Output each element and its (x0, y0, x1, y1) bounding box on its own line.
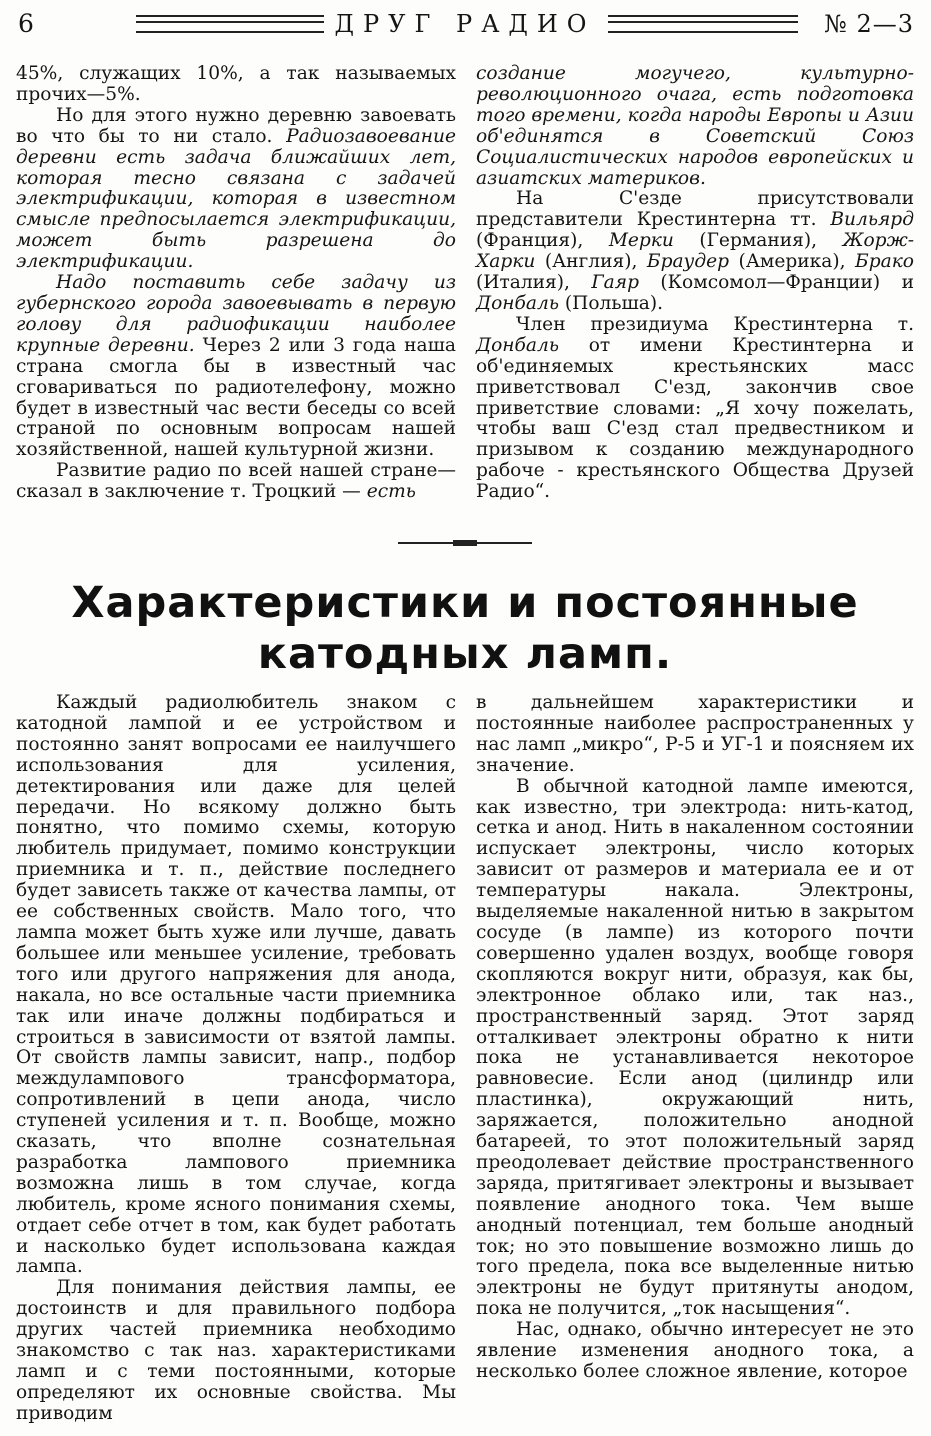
divider-mark (453, 540, 477, 546)
italic-text: есть (366, 481, 416, 503)
top-column-left (16, 64, 456, 503)
journal-title: ДРУГ РАДИО (334, 10, 596, 38)
italic-text: создание могучего, культурно-революционного очага, есть подготовка того времени, когда народы Европы и Азии об'единятся в Советский Союз Социалистических народов европейских и азиатских материков. (476, 63, 914, 189)
paragraph: Но для этого нужно деревню завоевать во что бы то ни стало. Радиозавоевание деревни есть задача ближайших лет, которая тесно связана с задачей электрификации, которая в известном смысле предпосылается электрификации, может быть разрешена до электрификации. (16, 104, 456, 273)
issue-number: № 2—3 (824, 10, 914, 38)
italic-text: Донбаль (476, 334, 559, 356)
article-title-line-2: катодных ламп. (257, 629, 673, 679)
italic-text: Вильярд (830, 209, 914, 231)
paragraph (476, 64, 914, 189)
article-column-left (16, 693, 456, 1425)
paragraph: Каждый радиолюбитель знаком с катодной лампой и ее устройством и постоянно занят вопросами ее наилучшего использования для усиления, детектирования или даже для целей передачи. Но всякому должно быть понятно, что помимо схемы, которую любитель придумает, помимо конструкции приемника и т. п., действие последнего будет зависеть также от качества лампы, от ее собственных свойств. Мало того, что лампа может быть хуже или лучше, давать большее или меньшее усиление, требовать того или другого напряжения для анода, накала, но все остальные части приемника так или иначе должны подбираться и строиться в зависимости от взятой лампы. От свойств лампы зависит, напр., подбор междулампового трансформатора, сопротивлений в цепи анода, число ступеней усиления и т. п. Вообще, можно сказать, что вполне сознательная разработка лампового приемника возможна лишь в том случае, когда любитель, кроме ясного понимания схемы, отдает себе отчет в том, как будет работать и насколько будет использована каждая лампа. (16, 692, 456, 1278)
article-title-line-1: Характеристики и постоянные (71, 578, 859, 628)
italic-text: Браудер (646, 251, 730, 273)
paragraph: Член президиума Крестинтерна т. Донбаль от имени Крестинтерна и об'единяемых крестьянских масс приветствовал С'езд, закончив свое приветствие словами: „Я хочу пожелать, чтобы ваш С'езд стал предвестником и призывом к созданию международного рабоче - крестьянского Общества Друзей Радио“. (476, 313, 914, 503)
section-divider (398, 540, 532, 546)
paragraph: Надо поставить себе задачу из губернского города завоевывать в первую голову для радиофикации наиболее крупные деревни. Через 2 или 3 года наша страна смогла бы в известный час сговариваться по радиотелефону, можно будет в известный час вести беседы со всей страной по основным вопросам нашей хозяйственной, нашей культурной жизни. (16, 272, 456, 461)
top-column-right (476, 64, 914, 503)
paragraph: В обычной катодной лампе имеются, как известно, три электрода: нить-катод, сетка и анод. Нить в накаленном состоянии испускает электроны, число которых зависит от размеров и материала ее и от температуры накала. Электроны, выделяемые накаленной нитью в закрытом сосуде (в лампе) из которого почти совершенно удален воздух, вообще говоря скопляются вокруг нити, образуя, как бы, электронное облако или, так наз., пространственный заряд. Этот заряд отталкивает электроны обратно к нити пока не устанавливается некоторое равновесие. Если анод (цилиндр или пластинка), окружающий нить, заряжается, положительно анодной батареей, то этот положительный заряд преодолевает действие пространственного заряда, притягивает электроны и вызывает появление анодного тока. Чем выше анодный потенциал, тем больше анодный ток; но это повышение возможно лишь до того предела, пока все выделенные нитью электроны не будут притянуты анодом, пока не получится, „ток насыщения“. (476, 775, 914, 1320)
paragraph: в дальнейшем характеристики и постоянные наиболее распространенных у нас ламп „микро“, Р-5 и УГ-1 и поясняем их значение. (476, 692, 914, 776)
italic-text: Гаяр (591, 272, 639, 294)
header-rule-right (608, 15, 798, 33)
italic-text: Донбаль (476, 292, 559, 314)
italic-text: Радиозавоевание деревни есть задача ближайших лет, которая тесно связана с задачей электрификации, которая в известном смысле предпосылается электрификации, может быть разрешена до электрификации. (16, 125, 456, 273)
paragraph: Развитие радио по всей нашей стране—сказал в заключение т. Троцкий — есть (16, 460, 456, 503)
italic-text: Брако (855, 251, 914, 273)
paragraph: На С'езде присутствовали представители Крестинтерна тт. Вильярд (Франция), Мерки (Германия), Жорж-Харки (Англия), Браудер (Америка), Брако (Италия), Гаяр (Комсомол—Франции) и Донбаль (Польша). (476, 188, 914, 314)
italic-text: Мерки (608, 230, 674, 252)
running-header (16, 8, 914, 42)
paragraph: Нас, однако, обычно интересует не это явление изменения анодного тока, а несколько более сложное явление, которое (476, 1319, 914, 1382)
paragraph: 45%, служащих 10%, а так называемых прочих—5%. (16, 63, 456, 105)
article-column-right (476, 693, 914, 1383)
italic-text: Надо поставить себе задачу из губернского города завоевывать в первую голову для радиофикации наиболее крупные деревни. (16, 272, 456, 356)
article-title (16, 578, 914, 680)
italic-text: Жорж-Харки (476, 230, 914, 273)
paragraph: Для понимания действия лампы, ее достоинств и для правильного подбора других частей приемника необходимо знакомство с так наз. характеристиками ламп и с теми постоянными, которые определяют их основные свойства. Мы приводим (16, 1277, 456, 1424)
page-number: 6 (18, 9, 34, 38)
